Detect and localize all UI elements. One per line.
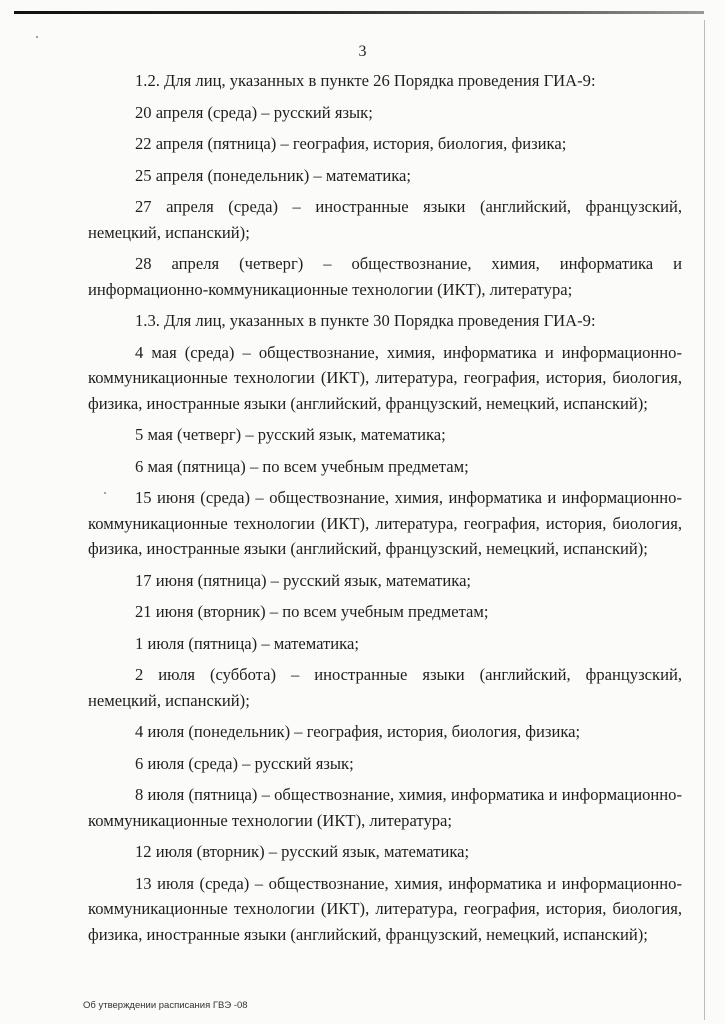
schedule-item: 21 июня (вторник) – по всем учебным предметам; bbox=[135, 602, 489, 621]
schedule-item: 6 мая (пятница) – по всем учебным предметам; bbox=[135, 456, 469, 476]
schedule-item: 20 апреля (среда) – русский язык; bbox=[135, 102, 373, 122]
section-heading-1-3: 1.3. Для лиц, указанных в пункте 30 Порядка проведения ГИА-9: bbox=[135, 311, 596, 330]
schedule-item: 13 июля (среда) – обществознание, химия, информатика и информационно-коммуникационные технологии (ИКТ), литература, география, история, биология, физика, иностранные языки (английский, французский, немецкий, испанский); bbox=[88, 873, 682, 944]
document-body bbox=[88, 68, 682, 953]
top-border-line bbox=[14, 11, 704, 14]
section-heading-1-2: 1.2. Для лиц, указанных в пункте 26 Порядка проведения ГИА-9: bbox=[135, 71, 596, 90]
document-footer: Об утверждении расписания ГВЭ -08 bbox=[83, 1000, 248, 1011]
schedule-item: 5 мая (четверг) – русский язык, математика; bbox=[135, 425, 446, 444]
schedule-item: 4 мая (среда) – обществознание, химия, информатика и информационно-коммуникационные технологии (ИКТ), литература, география, история, биология, физика, иностранные языки (английский, французский, немецкий, испанский); bbox=[88, 342, 682, 413]
schedule-item: 27 апреля (среда) – иностранные языки (английский, французский, немецкий, испанский); bbox=[88, 197, 682, 242]
schedule-item: 8 июля (пятница) – обществознание, химия, информатика и информационно-коммуникационные технологии (ИКТ), литература; bbox=[88, 785, 682, 830]
schedule-item: 17 июня (пятница) – русский язык, математика; bbox=[135, 570, 472, 590]
schedule-item: 12 июля (вторник) – русский язык, математика; bbox=[135, 842, 470, 861]
schedule-item: 25 апреля (понедельник) – математика; bbox=[135, 165, 412, 185]
schedule-item: 28 апреля (четверг) – обществознание, химия, информатика и информационно-коммуникационные технологии (ИКТ), литература; bbox=[88, 254, 682, 299]
right-border-line bbox=[704, 20, 705, 1020]
schedule-item: 2 июля (суббота) – иностранные языки (английский, французский, немецкий, испанский); bbox=[88, 665, 682, 710]
page-number: 3 bbox=[358, 43, 367, 60]
schedule-item: 4 июля (понедельник) – география, история, биология, физика; bbox=[135, 722, 581, 741]
schedule-item: 1 июля (пятница) – математика; bbox=[135, 633, 359, 653]
schedule-item: 6 июля (среда) – русский язык; bbox=[135, 753, 354, 773]
schedule-item: 15 июня (среда) – обществознание, химия, информатика и информационно-коммуникационные технологии (ИКТ), литература, география, история, биология, физика, иностранные языки (английский, французский, немецкий, испанский); bbox=[88, 488, 682, 558]
scan-speck bbox=[36, 36, 38, 38]
schedule-item: 22 апреля (пятница) – география, история, биология, физика; bbox=[135, 134, 567, 153]
